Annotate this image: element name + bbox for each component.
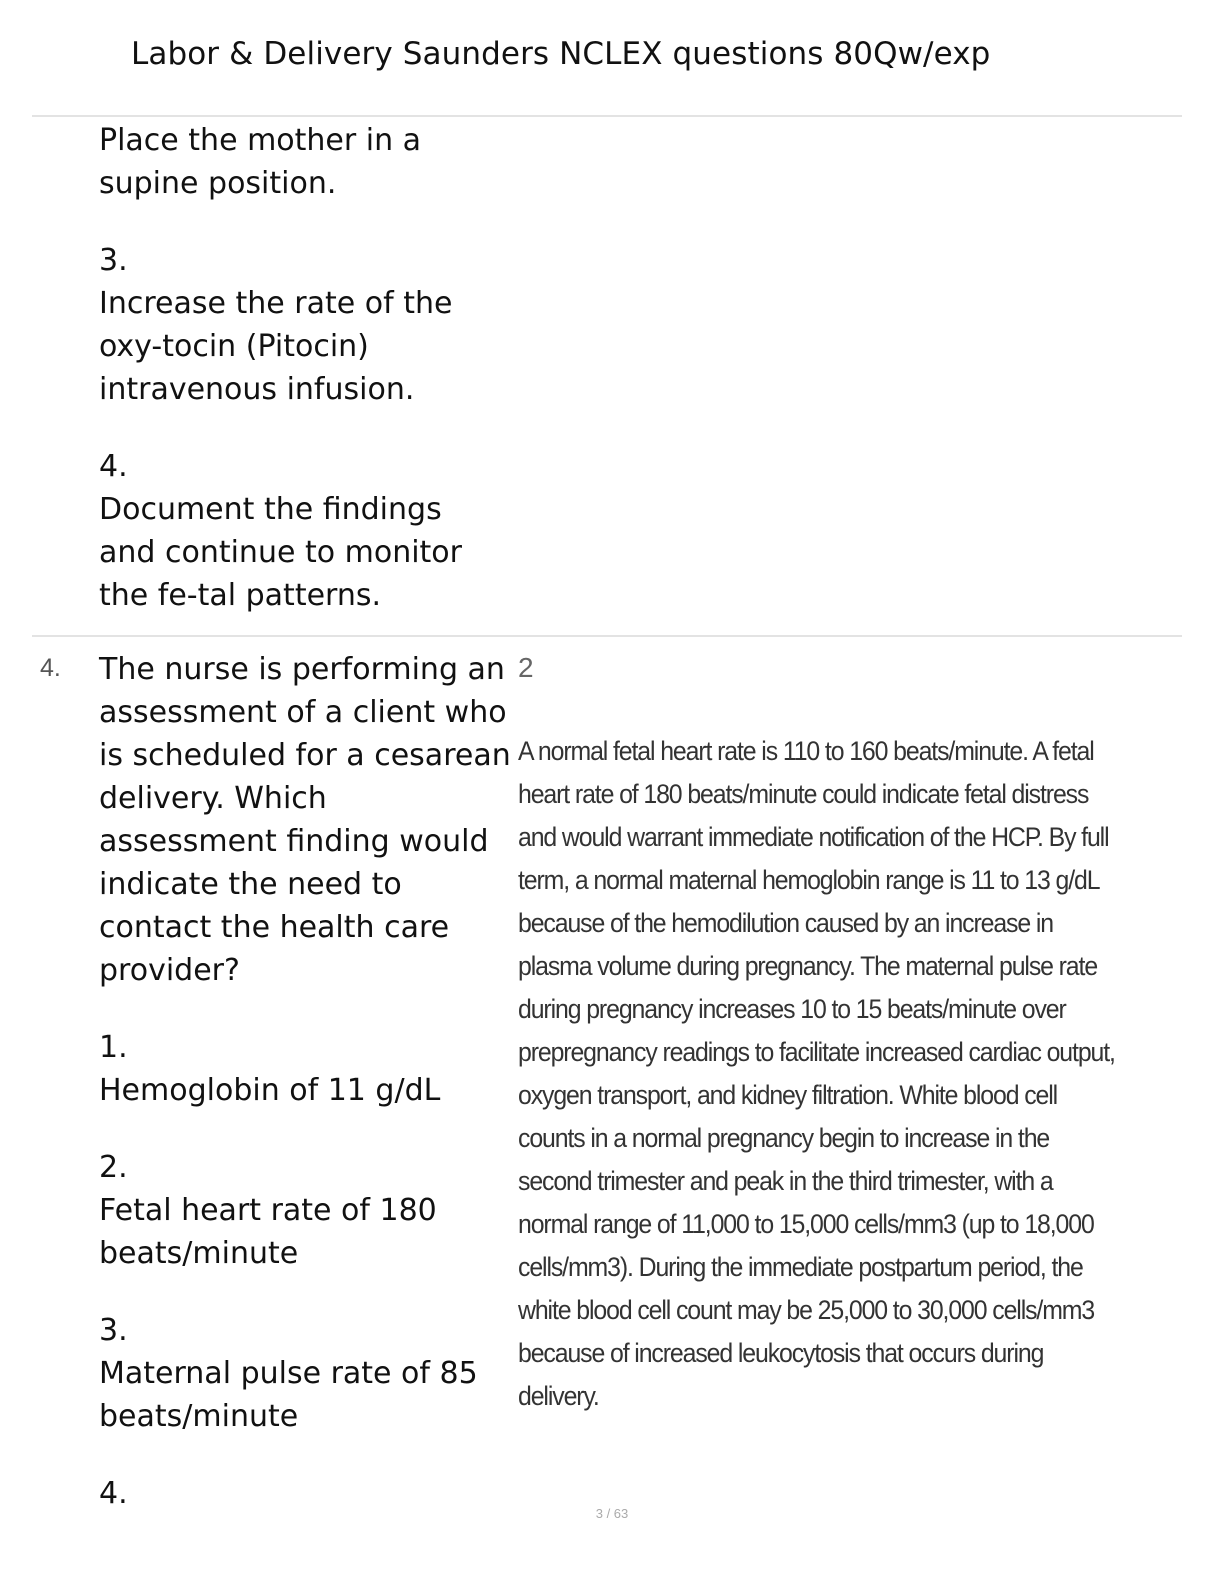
question-block — [99, 648, 514, 1515]
option-3 — [99, 1309, 514, 1438]
question-number: 4. — [40, 654, 61, 682]
option-4 — [99, 445, 514, 617]
option-3-number: 3. — [99, 1313, 128, 1348]
option-1-number: 1. — [99, 1030, 128, 1065]
prev-question-options — [99, 119, 514, 617]
option-4-number: 4. — [99, 1476, 128, 1511]
divider-question — [32, 635, 1182, 637]
option-3 — [99, 239, 514, 411]
page-number: 3 / 63 — [595, 1506, 629, 1521]
option-3-number: 3. — [99, 243, 128, 278]
option-4-text: Document the findings and continue to monitor the fe-tal patterns. — [99, 492, 462, 613]
option-1-text: Hemoglobin of 11 g/dL — [99, 1073, 441, 1108]
answer-rationale: A normal fetal heart rate is 110 to 160 beats/minute. A fetal heart rate of 180 beats/minute could indicate fetal distress and would warrant immediate notification of the HCP. By full term, a normal maternal hemoglobin range is 11 to 13 g/dL because of the hemodilution caused by an increase in plasma volume during pregnancy. The maternal pulse rate during pregnancy increases 10 to 15 beats/minute over prepregnancy readings to facilitate increased cardiac output, oxygen transport, and kidney filtration. White blood cell counts in a normal pregnancy begin to increase in the second trimester and peak in the third trimester, with a normal range of 11,000 to 15,000 cells/mm3 (up to 18,000 cells/mm3). During the immediate postpartum period, the white blood cell count may be 25,000 to 30,000 cells/mm3 because of increased leukocytosis that occurs during delivery. — [518, 736, 1115, 1411]
option-2-text: Place the mother in a supine position. — [99, 123, 422, 201]
option-2 — [99, 1146, 514, 1275]
option-4-number: 4. — [99, 449, 128, 484]
option-2-number: 2. — [99, 1150, 128, 1185]
option-3-text: Increase the rate of the oxy-tocin (Pitocin) intravenous infusion. — [99, 286, 453, 407]
document-title: Labor & Delivery Saunders NCLEX questions 80Qw/exp — [131, 36, 991, 72]
option-3-text: Maternal pulse rate of 85 beats/minute — [99, 1356, 478, 1434]
option-1 — [99, 1026, 514, 1112]
option-2-text: Fetal heart rate of 180 beats/minute — [99, 1193, 437, 1271]
divider-top — [32, 115, 1182, 117]
option-2-continuation — [99, 119, 514, 205]
question-stem: The nurse is performing an assessment of a client who is scheduled for a cesarean delivery. Which assessment finding would indicate the need to contact the health care provider? — [99, 652, 511, 988]
answer-key: 2 — [518, 652, 534, 683]
